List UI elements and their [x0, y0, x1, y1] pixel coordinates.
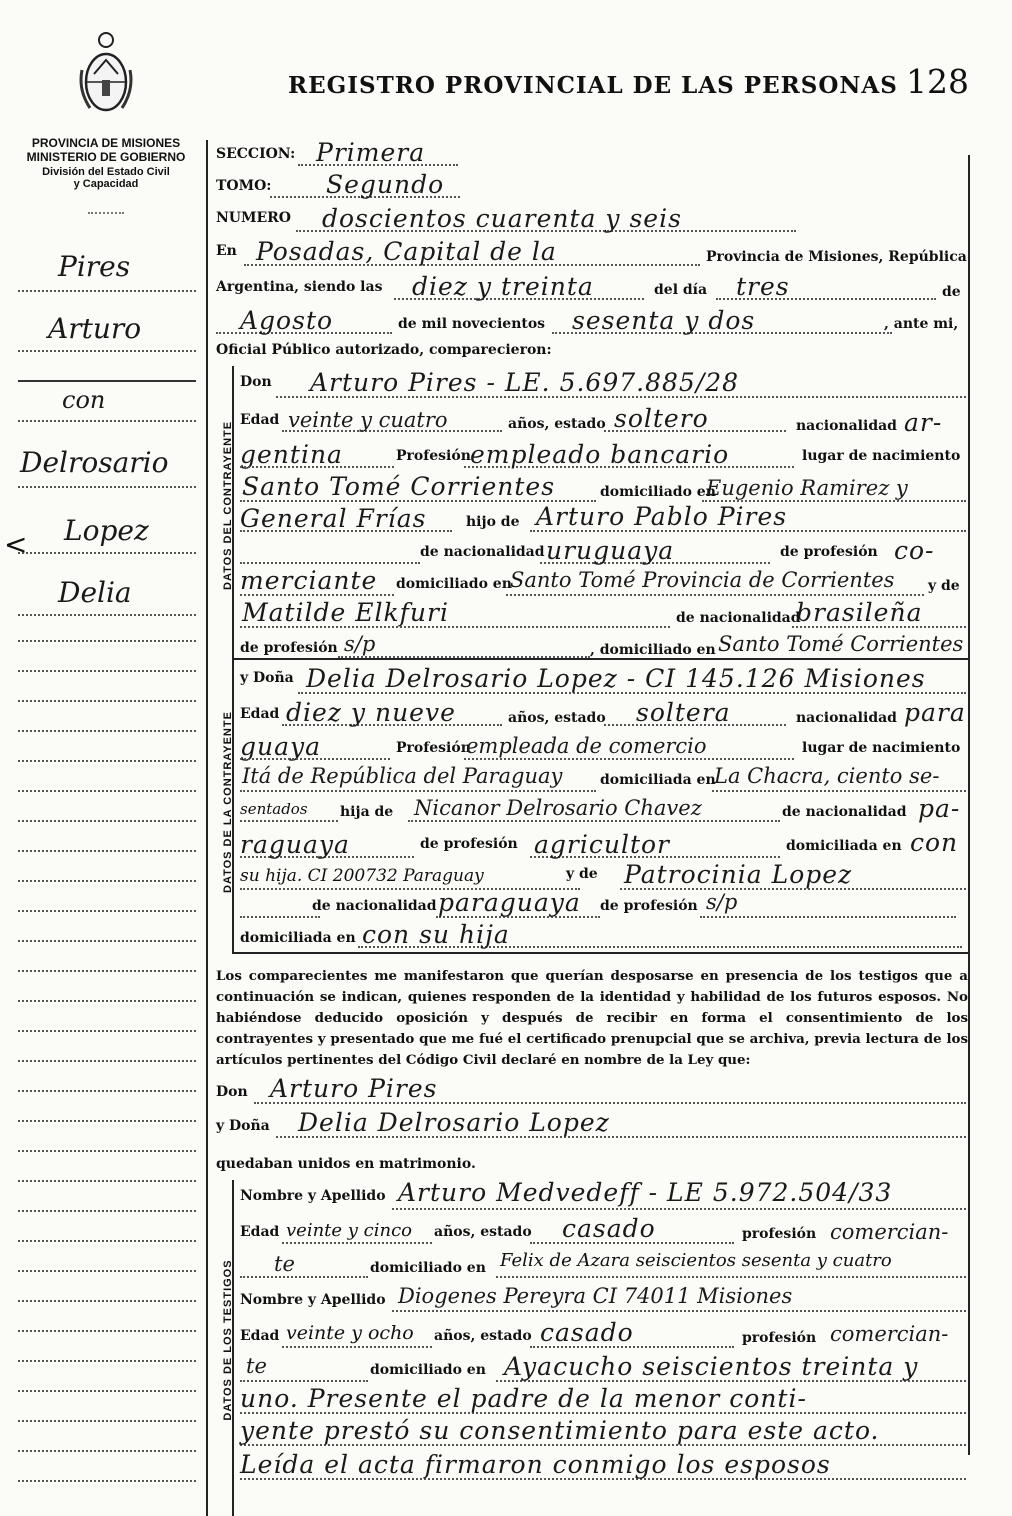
padre-dom-value-2: con [910, 828, 959, 857]
profesion-value-2: empleada de comercio [466, 734, 707, 758]
section-divider-bottom [232, 952, 968, 954]
padre-prof-label: de profesión [780, 544, 878, 560]
madre-dom-label: , domiciliado en [590, 642, 716, 658]
padre-dom-line [506, 594, 924, 596]
page-title: REGISTRO PROVINCIAL DE LAS PERSONAS [288, 72, 898, 99]
horas-value: diez y treinta [412, 272, 594, 301]
padre-nac-value: uruguaya [546, 536, 675, 565]
office-line-4: y Capacidad [73, 178, 139, 190]
madre-dom-label-2: domiciliada en [240, 930, 356, 946]
edad-label: Edad [240, 412, 280, 428]
nacionalidad-cont-line-2 [240, 758, 390, 760]
padre-dom-label-2: domiciliada en [786, 838, 902, 854]
de-mil-label: de mil novecientos [398, 316, 546, 332]
nacionalidad-label-2: nacionalidad [796, 710, 897, 726]
decl-don-label: Don [216, 1084, 248, 1100]
dona-value: Delia Delrosario Lopez - CI 145.126 Misiones [306, 664, 926, 693]
office-line-1: PROVINCIA DE MISIONES [31, 136, 181, 150]
estado-value: soltero [614, 404, 709, 433]
en-label: En [216, 243, 237, 259]
lugar-line-2 [240, 790, 596, 792]
estado2-value: casado [540, 1318, 634, 1347]
don-label: Don [240, 374, 272, 390]
profesion1-cont: te [274, 1252, 295, 1276]
nacionalidad-cont-line [240, 466, 394, 468]
anio-value: sesenta y dos [572, 306, 756, 335]
padre-prof-value-2: agricultor [534, 830, 671, 859]
profesion1-label: profesión [742, 1226, 817, 1242]
padre-prof-value: co- [894, 536, 935, 565]
nacionalidad-label: nacionalidad [796, 418, 897, 434]
margin-name-2: Arturo [48, 312, 142, 345]
dom1-line [496, 1276, 966, 1278]
dona-label: y Doña [240, 670, 294, 686]
nombre1-value: Arturo Medvedeff - LE 5.972.504/33 [398, 1178, 893, 1207]
lugar-value-2: Itá de República del Paraguay [242, 764, 563, 788]
madre-prof-value-2: s/p [706, 890, 738, 914]
provincia-text: Provincia de Misiones, República [706, 249, 967, 265]
dom1-label: domiciliado en [370, 1260, 486, 1276]
padre-dom-cont-2: su hija. CI 200732 Paraguay [240, 866, 484, 886]
madre-prof-line [338, 656, 590, 658]
edad1-label: Edad [240, 1224, 280, 1240]
seccion-label: SECCION: [216, 146, 296, 162]
tomo-value: Segundo [326, 170, 445, 199]
numero-label: NUMERO [216, 210, 292, 226]
nombre2-value: Diogenes Pereyra CI 74011 Misiones [398, 1284, 793, 1308]
profesion-label: Profesión [396, 448, 471, 464]
domicilio-value: Eugenio Ramirez y [706, 476, 908, 500]
de-label: de [942, 284, 961, 300]
seccion-value: Primera [316, 138, 426, 167]
section-divider-horizontal [232, 658, 968, 660]
madre-prof-value: s/p [344, 632, 376, 656]
dom2-label: domiciliado en [370, 1362, 486, 1378]
margin-arrow-mark: < [4, 528, 28, 561]
decl-dona-value: Delia Delrosario Lopez [298, 1108, 610, 1137]
office-block [16, 136, 196, 190]
blank-line-1 [240, 562, 420, 564]
blank-line-2 [240, 916, 320, 918]
madre-nac-value-2: paraguaya [438, 888, 581, 917]
coat-of-arms-emblem [76, 30, 136, 120]
margin-name-1: Pires [58, 250, 131, 283]
edad-value-2: diez y nueve [286, 698, 456, 727]
edad2-line [282, 1346, 432, 1348]
padre-nac-label: de nacionalidad [420, 544, 545, 560]
madre-nac-label-2: de nacionalidad [312, 898, 437, 914]
oficial-text: Oficial Público autorizado, comparecieron: [216, 342, 552, 358]
madre-prof-label: de profesión [240, 640, 338, 656]
prof2-cont-line [240, 1380, 368, 1382]
lugar-label: lugar de nacimiento [802, 448, 961, 464]
office-ornament [88, 212, 124, 214]
hijo-label: hijo de [466, 514, 520, 530]
padre-value: Arturo Pablo Pires [536, 502, 788, 531]
anos-estado1-label: años, estado [434, 1224, 532, 1240]
office-line-2: MINISTERIO DE GOBIERNO [26, 150, 186, 164]
profesion1-value: comercian- [830, 1220, 949, 1244]
form-right-border [968, 155, 970, 1455]
margin-name-3: con [62, 386, 106, 414]
madre-dom-value: Santo Tomé Corrientes [718, 632, 964, 656]
hija-label: hija de [340, 804, 394, 820]
profesion-label-2: Profesión [396, 740, 471, 756]
edad-label-2: Edad [240, 706, 280, 722]
domiciliado-label: domiciliado en [600, 484, 716, 500]
padre-nac-label-2: de nacionalidad [782, 804, 907, 820]
profesion2-value: comercian- [830, 1322, 949, 1346]
dom2-value: Ayacucho seiscientos treinta y [504, 1352, 919, 1381]
estado1-value: casado [562, 1214, 656, 1243]
madre-nac-label: de nacionalidad [676, 610, 801, 626]
decl-dona-label: y Doña [216, 1118, 270, 1134]
prof1-cont-line [240, 1276, 368, 1278]
mes-value: Agosto [240, 306, 334, 335]
profesion2-cont: te [246, 1354, 267, 1378]
domiciliada-label: domiciliada en [600, 772, 716, 788]
padre-prof-label-2: de profesión [420, 836, 518, 852]
note-line-2: yente prestó su consentimiento para este acto. [240, 1416, 880, 1445]
side-label-contrayenta: DATOS DE LA CONTRAYENTE [222, 711, 234, 893]
madre-value-2: Patrocinia Lopez [624, 860, 853, 889]
y-de-label: y de [928, 578, 960, 594]
note-line-1: uno. Presente el padre de la menor conti- [240, 1384, 807, 1413]
note-line-3: Leída el acta firmaron conmigo los esposos [240, 1450, 831, 1479]
nacionalidad-value: ar- [904, 408, 943, 437]
padre-prof-cont: merciante [240, 566, 378, 595]
numero-value: doscientos cuarenta y seis [322, 204, 682, 233]
padre-value-2: Nicanor Delrosario Chavez [414, 796, 702, 820]
form-left-border [206, 140, 208, 1516]
lugar-value: Santo Tomé Corrientes [242, 472, 556, 501]
nombre1-line [392, 1208, 966, 1210]
estado-value-2: soltera [636, 698, 731, 727]
en-value: Posadas, Capital de la [256, 237, 557, 266]
madre-value: Matilde Elkfuri [242, 598, 449, 627]
margin-name-4: Delrosario [20, 446, 169, 479]
madre-nac-value: brasileña [796, 598, 923, 627]
madre-prof-label-2: de profesión [600, 898, 698, 914]
dom1-value: Felix de Azara seiscientos sesenta y cuatro [500, 1250, 892, 1271]
page-number: 128 [906, 62, 969, 101]
madre-dom-value-2: con su hija [362, 920, 510, 949]
padre-nac-value-2: pa- [918, 794, 961, 823]
edad2-label: Edad [240, 1328, 280, 1344]
declaration-paragraph: Los comparecientes me manifestaron que querían desposarse en presencia de los testigos que a continuación se indican, quienes responden de la identidad y habilidad de los futuros esposos. No habiéndose deducido oposición y después de recibir en forma el consentimiento de los contrayentes y presentado que me fué el certificado prenupcial que se archiva, previa lectura de los artículos pertinentes del Código Civil declaré en nombre de la Ley que: [216, 968, 968, 1068]
domicilio-line-2 [712, 790, 966, 792]
don-value: Arturo Pires - LE. 5.697.885/28 [310, 368, 740, 397]
margin-name-6: Delia [58, 576, 132, 609]
domicilio-cont-line-2 [240, 820, 338, 822]
nacionalidad-cont: gentina [240, 440, 343, 469]
side-label-testigos: DATOS DE LOS TESTIGOS [222, 1259, 234, 1421]
nacionalidad-cont-2: guaya [240, 732, 322, 761]
y-de-label-2: y de [566, 866, 598, 882]
lugar-label-2: lugar de nacimiento [802, 740, 961, 756]
nombre2-line [392, 1310, 966, 1312]
nombre2-label: Nombre y Apellido [240, 1292, 386, 1308]
argentina-text: Argentina, siendo las [216, 279, 383, 295]
anos-estado-label: años, estado [508, 416, 606, 432]
office-line-3: División del Estado Civil [42, 166, 170, 178]
del-dia-label: del día [654, 282, 708, 298]
edad1-line [282, 1242, 432, 1244]
nacionalidad-value-2: para [904, 698, 966, 727]
nombre1-label: Nombre y Apellido [240, 1188, 386, 1204]
edad1-value: veinte y cinco [286, 1220, 413, 1241]
edad-value: veinte y cuatro [288, 408, 448, 432]
profesion-value: empleado bancario [470, 440, 730, 469]
domicilio-cont-2: sentados [240, 800, 308, 818]
padre-nac-cont-2: raguaya [240, 830, 350, 859]
anos-estado-label-2: años, estado [508, 710, 606, 726]
edad2-value: veinte y ocho [286, 1322, 414, 1344]
ante-mi-label: , ante mi, [884, 316, 959, 332]
unidos-text: quedaban unidos en matrimonio. [216, 1156, 476, 1172]
tomo-label: TOMO: [216, 178, 272, 194]
side-label-contrayente: DATOS DEL CONTRAYENTE [222, 420, 234, 590]
domicilio-cont: General Frías [240, 504, 427, 533]
domicilio-value-2: La Chacra, ciento se- [714, 764, 940, 788]
padre-dom-label: domiciliado en [396, 576, 512, 592]
profesion-line-2 [464, 758, 794, 760]
anos-estado2-label: años, estado [434, 1328, 532, 1344]
decl-don-value: Arturo Pires [270, 1074, 438, 1103]
dia-value: tres [736, 272, 790, 301]
padre-line-2 [408, 820, 780, 822]
profesion2-label: profesión [742, 1330, 817, 1346]
madre-prof-line-2 [700, 916, 956, 918]
padre-dom-value: Santo Tomé Provincia de Corrientes [510, 568, 895, 592]
margin-name-5: Lopez [64, 514, 149, 547]
